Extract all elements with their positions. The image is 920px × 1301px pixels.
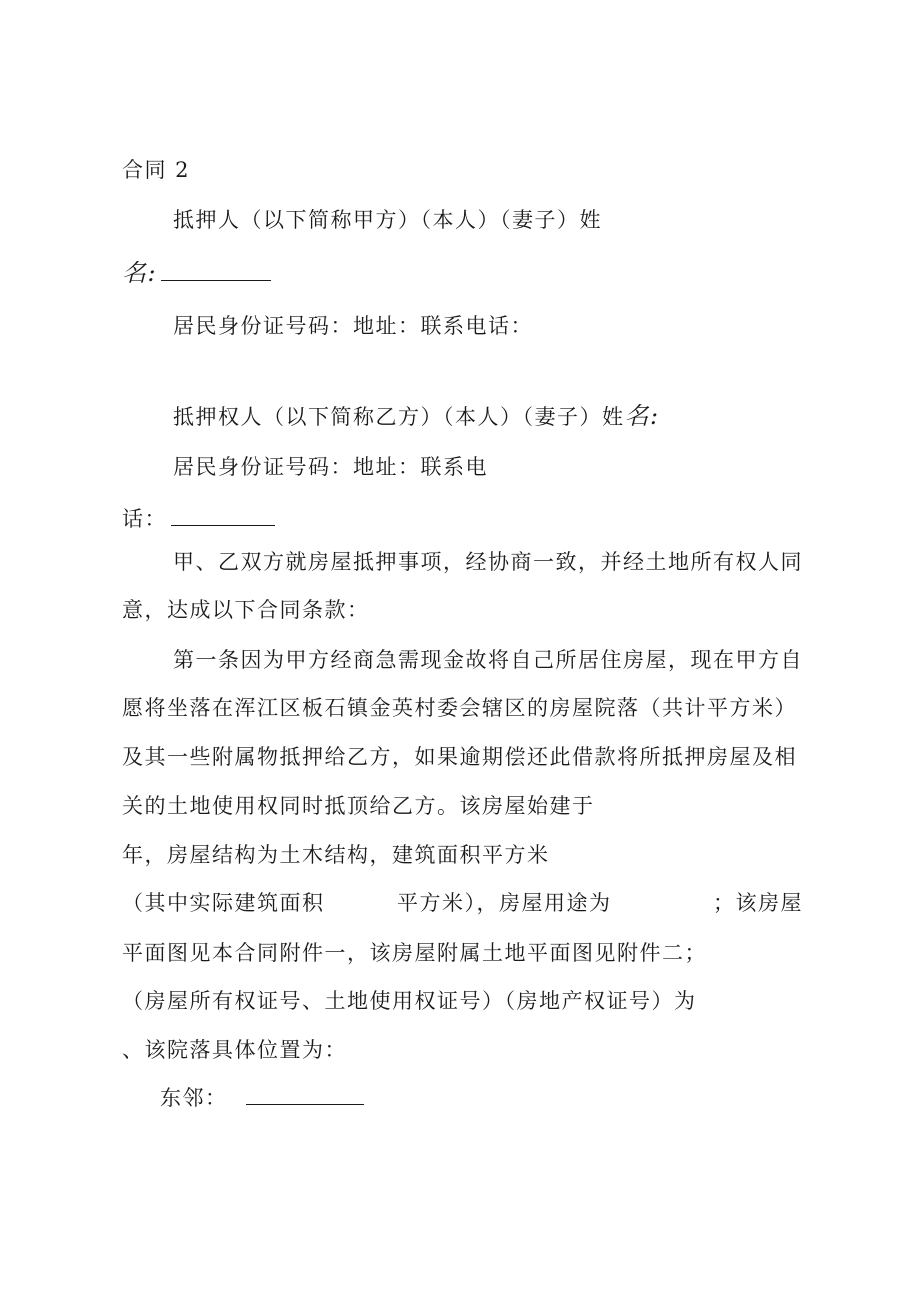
east-neighbor-blank [246, 1084, 364, 1105]
east-neighbor-label: 东邻： [160, 1086, 228, 1110]
mortgagee-name-label: 名: [624, 402, 660, 430]
article-1-line-1: 第一条因为甲方经商急需现金故将自己所居住房屋，现在甲方自 [173, 648, 803, 672]
mortgagor-name-label: 名: [122, 259, 158, 287]
document-heading: 合同 2 [122, 158, 191, 182]
mortgagor-name-line [122, 258, 271, 289]
mortgagor-name-blank [161, 260, 271, 281]
mortgagee-phone-blank [171, 505, 275, 526]
agreement-line-2: 意，达成以下合同条款： [122, 598, 370, 622]
article-1-line-6a: （其中实际建筑面积 [122, 891, 325, 915]
mortgagee-id-address-phone: 居民身份证号码：地址：联系电 [173, 455, 488, 479]
article-1-line-6b: 平方米），房屋用途为 [397, 891, 612, 915]
mortgagee-intro-line [173, 401, 660, 432]
article-1-line-6c: ；该房屋 [713, 891, 803, 915]
article-1-line-7: 平面图见本合同附件一，该房屋附属土地平面图见附件二； [122, 941, 707, 965]
article-1-line-2: 愿将坐落在浑江区板石镇金英村委会辖区的房屋院落（共计平方米） [122, 696, 797, 720]
article-1-line-8: （房屋所有权证号、土地使用权证号）（房地产权证号）为 [122, 989, 697, 1013]
article-1-line-3: 及其一些附属物抵押给乙方，如果逾期偿还此借款将所抵押房屋及相 [122, 745, 797, 769]
mortgagee-phone-line [122, 504, 275, 534]
east-neighbor-line [160, 1083, 364, 1113]
article-1-line-5: 年，房屋结构为土木结构，建筑面积平方米 [122, 843, 550, 867]
mortgagee-phone-label: 话： [122, 507, 167, 531]
agreement-line-1: 甲、乙双方就房屋抵押事项，经协商一致，并经土地所有权人同 [173, 550, 803, 574]
mortgagor-intro: 抵押人（以下简称甲方）（本人）（妻子）姓 [173, 208, 602, 232]
article-1-line-9: 、该院落具体位置为： [122, 1038, 347, 1062]
mortgagee-intro: 抵押权人（以下简称乙方）（本人）（妻子）姓 [173, 405, 625, 429]
mortgagor-id-address-phone: 居民身份证号码：地址：联系电话： [173, 314, 533, 338]
article-1-line-4: 关的土地使用权同时抵顶给乙方。该房屋始建于 [122, 794, 595, 818]
